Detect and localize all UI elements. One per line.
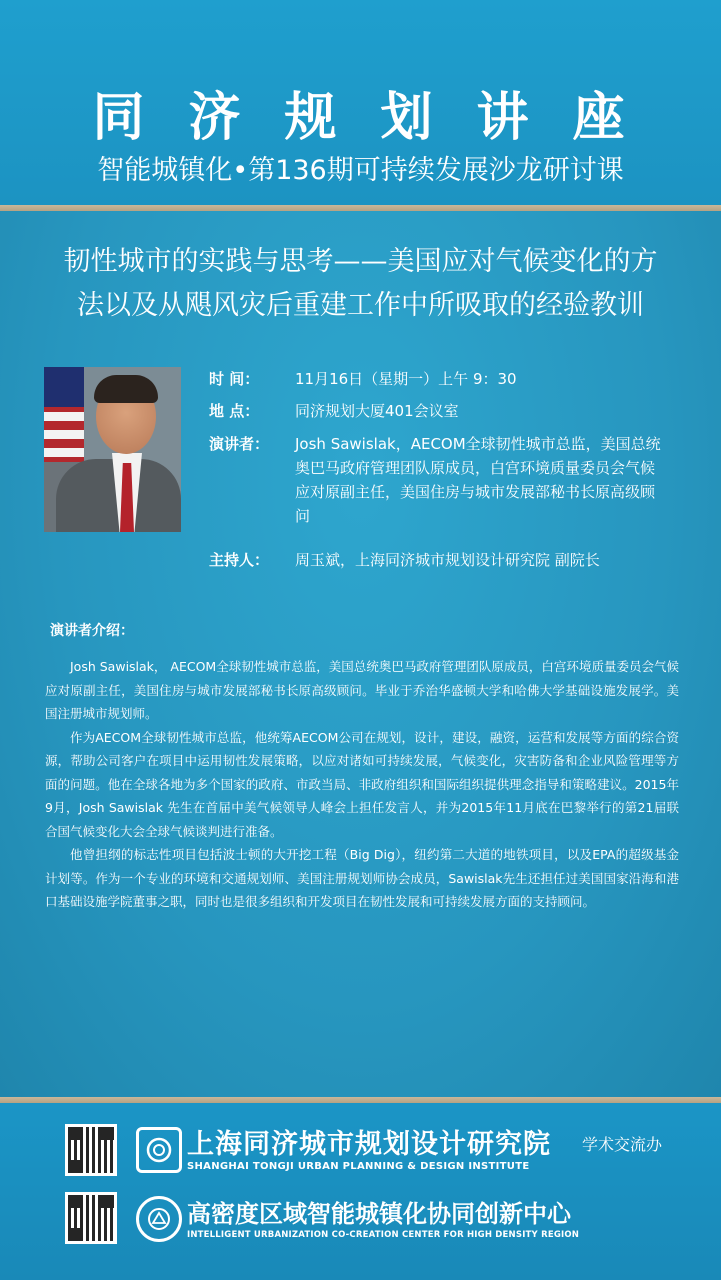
center-name-cn: 高密度区域智能城镇化协同创新中心	[187, 1200, 571, 1228]
qr-code-icon[interactable]	[65, 1124, 117, 1176]
bio-paragraph-1: Josh Sawislak， AECOM全球韧性城市总监，美国总统奥巴马政府管理团队原成员，白宫环境质量委员会气候应对原副主任，美国住房与城市发展部秘书长原高级顾问。毕业于乔治华盛顿大学和哈佛大学基础设施发展学。美国注册城市规划师。	[45, 659, 679, 721]
center-name-en: INTELLIGENT URBANIZATION CO-CREATION CENTER FOR HIGH DENSITY REGION	[187, 1230, 580, 1240]
bio-paragraph-2: 作为AECOM全球韧性城市总监，他统筹AECOM公司在规划，设计，建设，融资，运营和发展等方面的综合资源，帮助公司客户在项目中运用韧性发展策略，以应对诸如可持续发展，气候变化，灾害防备和企业风险管理等方面的问题。他在全球各地为多个国家的政府、市政当局、非政府组织和国际组织提供理念指导和策略建议。2015年9月，Josh Sawislak 先生在首届中美气候领导人峰会上担任发言人，并为2015年11月底在巴黎举行的第21届联合国气候变化大会全球气候谈判进行准备。	[45, 729, 679, 839]
talk-title-line2: 法以及从飓风灾后重建工作中所吸取的经验教训	[77, 290, 644, 321]
main-panel	[0, 211, 721, 1097]
header-title: 同济规划讲座	[92, 88, 669, 148]
place-label: 地 点：	[209, 402, 260, 420]
innovation-center-logo-icon	[136, 1196, 182, 1242]
speaker-photo	[44, 367, 181, 532]
host-label: 主持人：	[209, 551, 270, 569]
bio-heading: 演讲者介绍：	[50, 623, 134, 639]
time-label: 时 间：	[209, 370, 260, 388]
host-value: 周玉斌，上海同济城市规划设计研究院 副院长	[295, 551, 600, 569]
speaker-value: Josh Sawislak，AECOM全球韧性城市总监，美国总统奥巴马政府管理团队原成员，白宫环境质量委员会气候应对原副主任，美国住房与城市发展部秘书长原高级顾问	[295, 435, 661, 525]
institute-name-cn: 上海同济城市规划设计研究院	[187, 1129, 551, 1160]
header-subtitle: 智能城镇化•第136期可持续发展沙龙研讨课	[97, 155, 624, 186]
time-value: 11月16日（星期一）上午 9：30	[295, 370, 517, 388]
qr-code-icon[interactable]	[65, 1192, 117, 1244]
speaker-bio	[45, 655, 679, 914]
place-value: 同济规划大厦401会议室	[295, 402, 459, 420]
talk-title	[0, 240, 721, 328]
speaker-label: 演讲者：	[209, 435, 270, 453]
institute-logo-icon	[136, 1127, 182, 1173]
institute-name-en: SHANGHAI TONGJI URBAN PLANNING & DESIGN INSTITUTE	[187, 1161, 530, 1172]
bio-paragraph-3: 他曾担纲的标志性项目包括波士顿的大开挖工程（Big Dig），纽约第二大道的地铁项目，以及EPA的超级基金计划等。作为一个专业的环境和交通规划师、美国注册规划师协会成员，Sawislak先生还担任过美国国家沿海和港口基础设施学院董事之职，同时也是很多组织和开发项目在韧性发展和可持续发展方面的支持顾问。	[45, 847, 679, 909]
talk-title-line1: 韧性城市的实践与思考——美国应对气候变化的方	[63, 246, 658, 277]
academic-office-label: 学术交流办	[582, 1135, 663, 1154]
